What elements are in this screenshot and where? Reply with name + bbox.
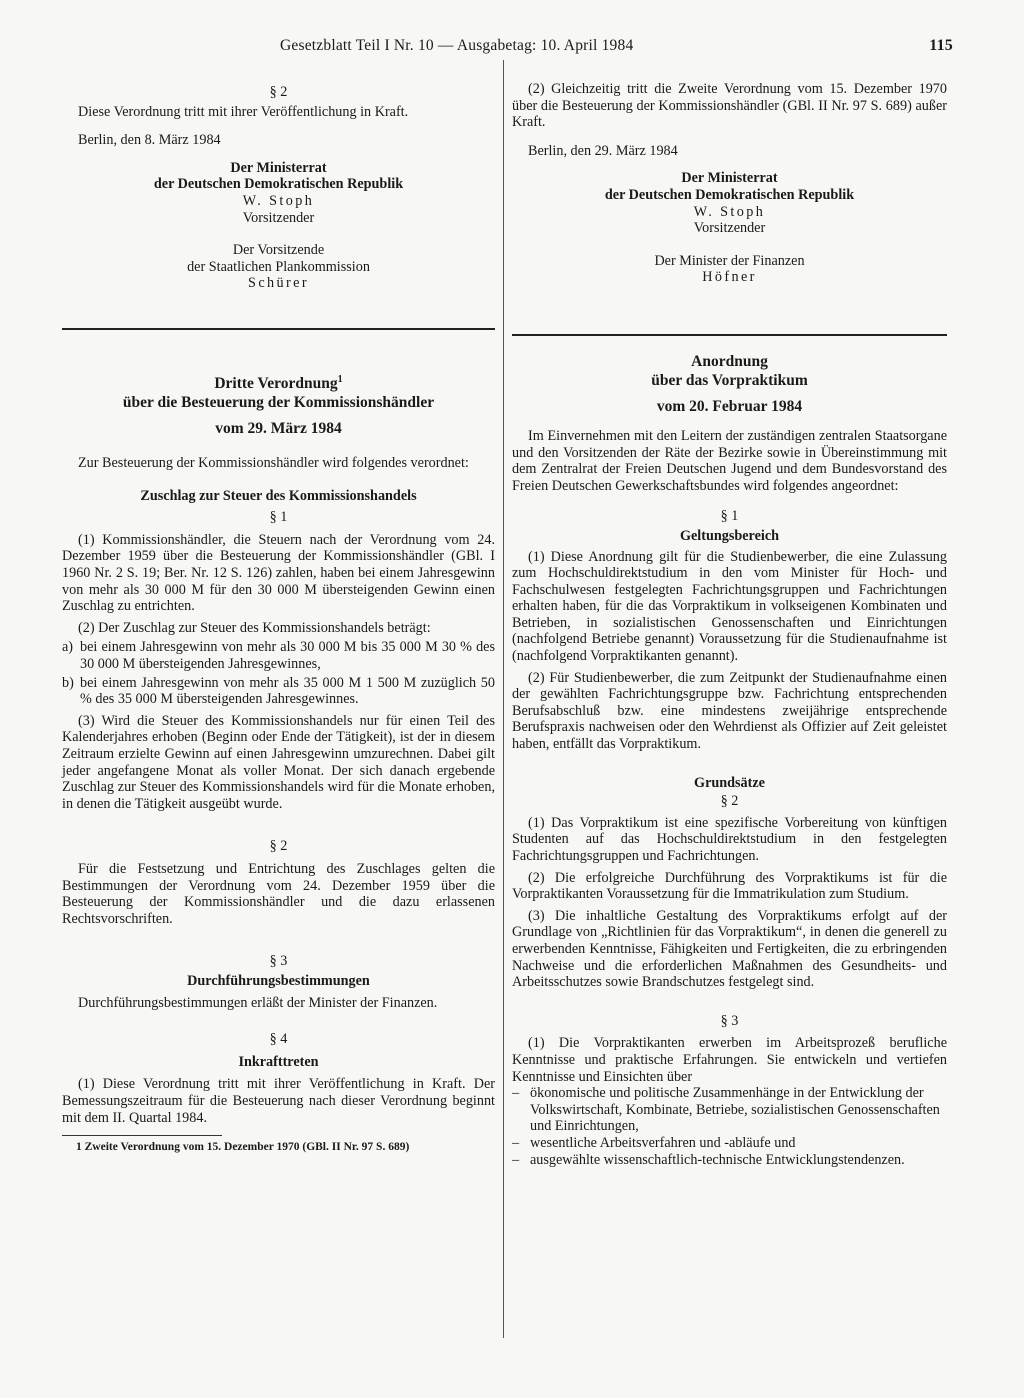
paragraph: (1) Diese Anordnung gilt für die Studienbewerber, die eine Zulassung zum Hochschuldirektstudium in den vom Minister für Hoch- und Fachschulwesen festgelegten Fachrichtungsgruppen und Fachrichtungen erhalten haben, für die das Vorpraktikum in volkseigenen Kombinaten und Betrieben, in sozialistischen Genossenschaften und Einrichtungen (nachfolgend Betriebe genannt) Voraussetzung für die Studienaufnahme ist (nachfolgend Vorpraktikanten genannt). [512, 548, 947, 665]
page-header [268, 38, 953, 58]
paragraph: (3) Die inhaltliche Gestaltung des Vorpraktikums erfolgt auf der Grundlage von „Richtlinien für das Vorpraktikum“, in denen die generell zu erwerbenden Kenntnisse, Fähigkeiten und Fertigkeiten, die zu erbringenden Nachweise und die erforderlichen Maßnahmen des Gesundheits- und Arbeitsschutzes sowie Brandschutzes festgelegt sind. [512, 907, 947, 991]
footnote-mark: 1 [337, 373, 343, 385]
list-text: wesentliche Arbeitsverfahren und -abläufe und [530, 1134, 796, 1151]
section-heading: § 3 [269, 953, 288, 970]
list-item [512, 1135, 947, 1152]
ordinance-title [62, 370, 495, 393]
signer-role: der Staatlichen Plankommission [187, 258, 370, 275]
list-dash: – [512, 1151, 520, 1168]
footnote: 1 Zweite Verordnung vom 15. Dezember 1970 (GBl. II Nr. 97 S. 689) [76, 1141, 410, 1154]
list-item [62, 675, 495, 708]
paragraph: (1) Kommissionshändler, die Steuern nach der Verordnung vom 24. Dezember 1959 über die Besteuerung der Kommissionshändler (GBl. I 1960 Nr. 2 S. 19; Ber. Nr. 12 S. 126) zahlen, haben bei einem Jahresgewinn von mehr als 30 000 M für den 30 000 M übersteigenden Gewinn einen Zuschlag zu entrichten. [62, 531, 495, 615]
signature-council: Der Ministerrat [681, 170, 778, 187]
list-item [62, 639, 495, 672]
title-line: Dritte Verordnung [214, 375, 338, 393]
subheading: Zuschlag zur Steuer des Kommissionshandels [140, 487, 417, 504]
subheading: Inkrafttreten [238, 1053, 319, 1070]
paragraph: (1) Das Vorpraktikum ist eine spezifische Vorbereitung von künftigen Studenten auf das Hochschuldirektstudium in den festgelegten Fachrichtungsgruppen und Fachrichtungen. [512, 814, 947, 864]
section-heading: § 4 [269, 1031, 288, 1048]
list-text: ökonomische und politische Zusammenhänge in der Entwicklung der Volkswirtschaft, Kombinate, Betriebe, sozialistischen Genossenschaften und Einrichtungen, [530, 1085, 940, 1135]
paragraph: (2) Der Zuschlag zur Steuer des Kommissionshandels beträgt: [78, 619, 431, 636]
section-heading: § 3 [720, 1012, 739, 1029]
list-dash: – [512, 1085, 520, 1102]
signature-council: der Deutschen Demokratischen Republik [153, 176, 404, 193]
paragraph: (2) Gleichzeitig tritt die Zweite Verordnung vom 15. Dezember 1970 über die Besteuerung der Kommissionshändler (GBl. II Nr. 97 S. 689) außer Kraft. [512, 81, 947, 131]
signer-role: Vorsitzender [693, 220, 766, 237]
section-heading: § 1 [269, 509, 288, 526]
section-heading: § 2 [269, 84, 288, 100]
column-divider [503, 60, 504, 1338]
ordinance-title: über die Besteuerung der Kommissionshändler [122, 394, 435, 412]
subheading: Grundsätze [694, 774, 765, 791]
paragraph: Diese Verordnung tritt mit ihrer Veröffentlichung in Kraft. [78, 103, 409, 120]
section-heading: § 2 [269, 838, 288, 855]
subheading: Durchführungsbestimmungen [187, 972, 370, 989]
signer-role: Vorsitzender [242, 209, 315, 226]
ordinance-date: vom 29. März 1984 [215, 420, 342, 438]
signer-name: Schürer [248, 275, 309, 292]
signer-name: Höfner [702, 269, 757, 286]
paragraph: Im Einvernehmen mit den Leitern der zuständigen zentralen Staatsorgane und den Vorsitzenden der Räte der Bezirke sowie in Übereinstimmung mit dem Zentralrat der Freien Deutschen Jugend und dem Bundesvorstand des Freien Deutschen Gewerkschaftsbundes wird folgendes angeordnet: [512, 427, 947, 494]
section-rule [512, 334, 947, 336]
signer-role: Der Minister der Finanzen [654, 252, 805, 269]
left-column [62, 62, 495, 1154]
list-label: a) [62, 639, 74, 656]
paragraph: (2) Für Studienbewerber, die zum Zeitpunkt der Studienaufnahme einen der gewählten Fachrichtungsgruppe bzw. Fachrichtung entsprechenden Berufsabschluß bzw. eine mindestens zweijährige entsprechende Berufspraxis nachweisen oder den Wehrdienst als Offizier auf Zeit geleistet haben, entfällt das Vorpraktikum. [512, 669, 947, 753]
section-heading: § 2 [720, 793, 739, 810]
order-title: über das Vorpraktikum [651, 371, 808, 389]
paragraph: (3) Wird die Steuer des Kommissionshandels nur für einen Teil des Kalenderjahres erhoben (Beginn oder Ende der Tätigkeit), ist der in diesem Zeitraum erzielte Gewinn auf einen Jahresgewinn umzurechnen. Dabei gilt jeder angefangene Monat als voller Monat. Der sich danach ergebende Zuschlag zur Steuer des Kommissionshandels wird für die Monate erhoben, in denen die Tätigkeit ausgeübt wurde. [62, 712, 495, 812]
paragraph: Durchführungsbestimmungen erläßt der Minister der Finanzen. [78, 994, 438, 1011]
order-title: Anordnung [691, 352, 768, 370]
signature-council: der Deutschen Demokratischen Republik [604, 186, 855, 203]
list-label: b) [62, 674, 74, 691]
paragraph: Zur Besteuerung der Kommissionshändler wird folgendes verordnet: [78, 455, 469, 472]
order-date: vom 20. Februar 1984 [656, 397, 803, 415]
signer-role: Der Vorsitzende [232, 242, 325, 259]
signature-council: Der Ministerrat [230, 159, 327, 176]
signer-name: W. Stoph [693, 203, 766, 220]
list-text: bei einem Jahresgewinn von mehr als 35 000 M 1 500 M zuzüglich 50 % des 35 000 M übersteigenden Jahresgewinnes. [80, 674, 495, 708]
right-column [512, 62, 947, 1168]
paragraph: (1) Die Vorpraktikanten erwerben im Arbeitsprozeß berufliche Kenntnisse und praktische Erfahrungen. Sie entwickeln und vertiefen Kenntnisse und Einsichten über [512, 1035, 947, 1085]
section-rule [62, 328, 495, 330]
list-text: bei einem Jahresgewinn von mehr als 30 000 M bis 35 000 M 30 % des 30 000 M übersteigenden Jahresgewinnes, [80, 639, 495, 673]
list-item [512, 1085, 947, 1135]
page-number: 115 [929, 37, 953, 54]
paragraph: Für die Festsetzung und Entrichtung des Zuschlages gelten die Bestimmungen der Verordnung vom 24. Dezember 1959 über die Besteuerung der Kommissionshändler und die dazu erlassenen Rechtsvorschriften. [62, 860, 495, 927]
paragraph: (1) Diese Verordnung tritt mit ihrer Veröffentlichung in Kraft. Der Bemessungszeitraum für die Besteuerung nach dieser Verordnung beginnt mit dem II. Quartal 1984. [62, 1076, 495, 1126]
list-item [512, 1152, 947, 1169]
section-heading: § 1 [720, 508, 739, 525]
signer-name: W. Stoph [242, 192, 315, 209]
paragraph: (2) Die erfolgreiche Durchführung des Vorpraktikums ist für die Vorpraktikanten Voraussetzung für die Immatrikulation zum Studium. [512, 869, 947, 903]
place-date: Berlin, den 29. März 1984 [528, 142, 678, 159]
list-text: ausgewählte wissenschaftlich-technische Entwicklungstendenzen. [530, 1151, 905, 1168]
list-dash: – [512, 1134, 520, 1151]
place-date: Berlin, den 8. März 1984 [78, 132, 221, 149]
header-title: Gesetzblatt Teil I Nr. 10 — Ausgabetag: 10. April 1984 [280, 37, 634, 54]
footnote-rule [62, 1135, 222, 1136]
subheading: Geltungsbereich [679, 527, 780, 544]
